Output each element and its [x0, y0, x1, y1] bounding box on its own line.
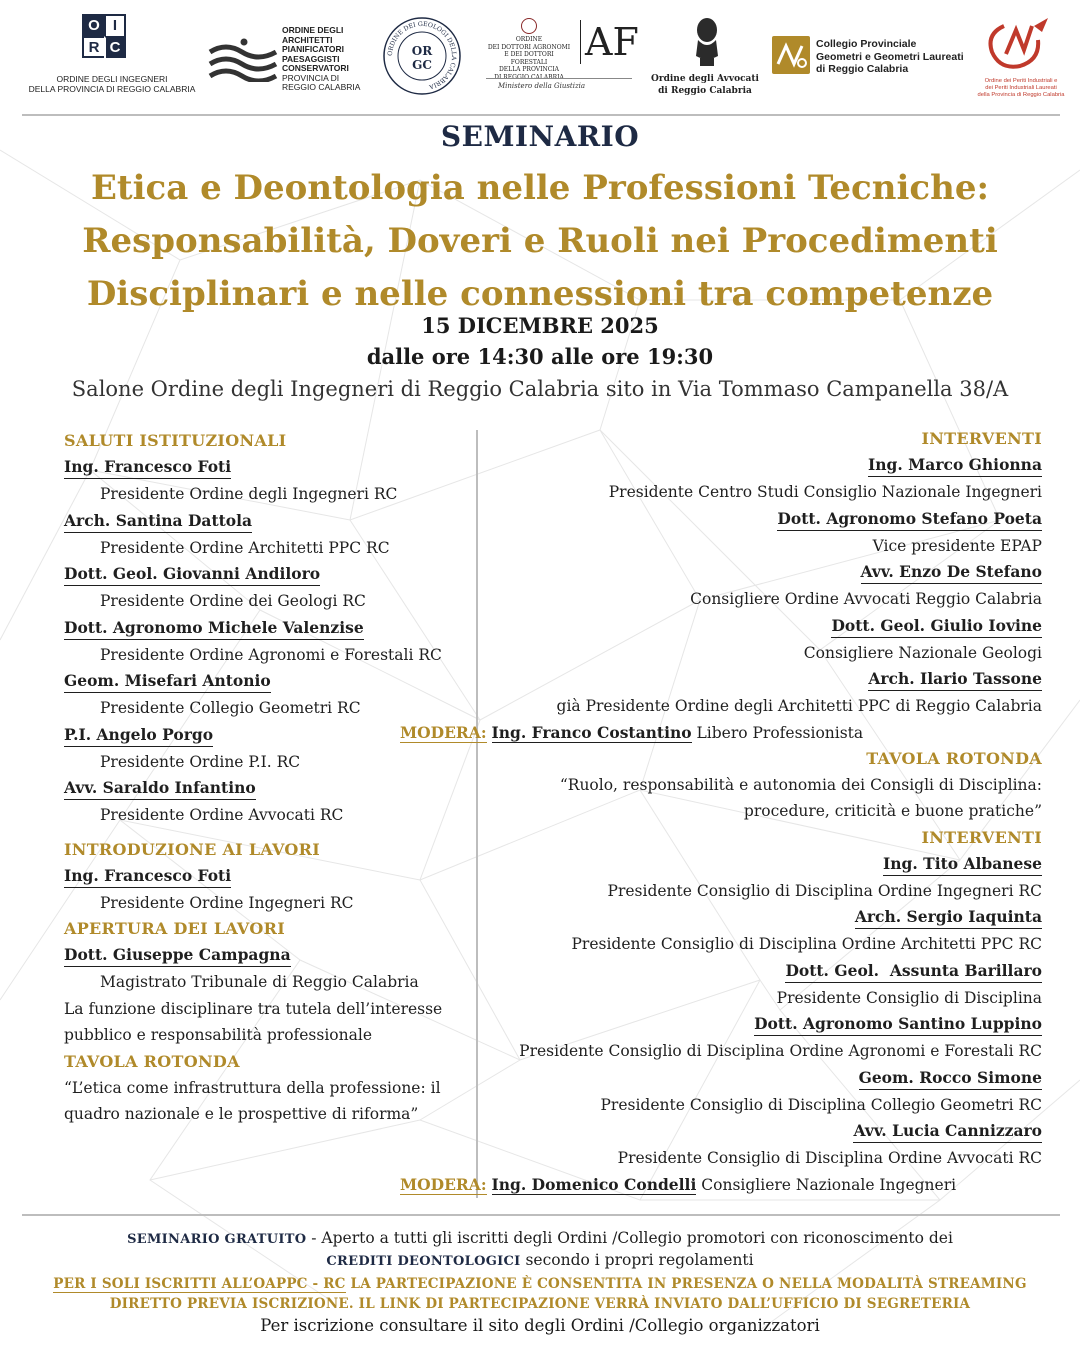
- speaker-name: Ing. Francesco Foti: [64, 865, 231, 888]
- periti-line: Ordine dei Periti Industriali e: [984, 78, 1058, 84]
- moderator-role: Libero Professionista: [691, 723, 864, 742]
- speaker-role: Consigliere Nazionale Geologi: [803, 643, 1042, 662]
- geometri-line: di Reggio Calabria: [816, 63, 909, 75]
- speaker-role: Presidente Consiglio di Disciplina Ordine Agronomi e Forestali RC: [519, 1042, 1042, 1060]
- speaker-name: Geom. Rocco Simone: [859, 1067, 1042, 1090]
- section-title-tavola-left: TAVOLA ROTONDA: [64, 1051, 240, 1071]
- footer-notice: [0, 1274, 1080, 1314]
- svg-text:ORDINE DEI GEOLOGI DELLA CALAB: ORDINE DEI GEOLOGI DELLA CALABRIA: [386, 20, 458, 91]
- ingegneri-mark-letter: O: [84, 16, 104, 36]
- avvocati-city: di Reggio Calabria: [658, 85, 752, 96]
- free-seminar-label: SEMINARIO GRATUITO: [127, 1232, 307, 1247]
- speaker-role: Presidente Centro Studi Consiglio Nazionale Ingegneri: [608, 483, 1042, 501]
- logo-strip: [20, 14, 1065, 106]
- agronomi-line: DELLA PROVINCIA: [498, 66, 559, 73]
- registration-info: Per iscrizione consultare il sito degli Ordini /Collegio organizzatori: [260, 1316, 820, 1335]
- speaker-role: Magistrato Tribunale di Reggio Calabria: [100, 973, 419, 991]
- speaker-name: Dott. Agronomo Santino Luppino: [754, 1013, 1042, 1036]
- section-title-saluti: SALUTI ISTITUZIONALI: [64, 431, 287, 450]
- speaker-role: Presidente Ordine degli Ingegneri RC: [100, 485, 398, 503]
- speaker-name: Ing. Marco Ghionna: [868, 454, 1042, 477]
- moderator-name: Ing. Domenico Condelli: [491, 1174, 697, 1194]
- ingegneri-name: ORDINE DEGLI INGEGNERI: [56, 74, 168, 84]
- speaker-name: Dott. Geol. Giovanni Andiloro: [64, 563, 320, 586]
- speaker-role: Presidente Ordine Avvocati RC: [100, 806, 344, 824]
- avvocati-name: Ordine degli Avvocati: [651, 74, 759, 84]
- seminar-title: [0, 162, 1080, 321]
- svg-text:GC: GC: [412, 58, 432, 72]
- right-column: [400, 426, 1042, 1198]
- speaker-name: Dott. Agronomo Michele Valenzise: [64, 617, 364, 640]
- footer-line-2: [0, 1251, 1080, 1269]
- moderator-colon: :: [480, 1174, 487, 1194]
- moderator-label: MODERA: [400, 722, 481, 742]
- architetti-province: PROVINCIA DI: [282, 72, 340, 83]
- ingegneri-mark-letter: C: [104, 36, 124, 58]
- agronomi-ministry: Ministero della Giustizia: [498, 82, 586, 90]
- architetti-province: REGGIO CALABRIA: [282, 82, 361, 92]
- moderator-role: Consigliere Nazionale Ingegneri: [696, 1175, 957, 1194]
- footer-text: - Aperto a tutti gli iscritti degli Ordini /Collegio promotori con riconoscimento dei: [306, 1229, 953, 1247]
- speaker-role: Presidente Ordine Architetti PPC RC: [100, 538, 390, 557]
- speaker-role: Presidente Collegio Geometri RC: [100, 699, 361, 717]
- agronomi-af-mark: AF: [580, 20, 639, 64]
- speaker-name: Arch. Sergio Iaquinta: [855, 906, 1042, 929]
- footer-divider: [22, 1214, 1060, 1216]
- column-divider: [476, 430, 478, 1198]
- agronomi-line: DI REGGIO CALABRIA: [494, 73, 564, 81]
- credits-label: CREDITI DEONTOLOGICI: [326, 1254, 521, 1269]
- speaker-role: Presidente Ordine dei Geologi RC: [100, 592, 366, 610]
- architetti-wave-icon: [208, 38, 278, 82]
- speaker-role: Presidente Consiglio di Disciplina Ordine Avvocati RC: [617, 1149, 1042, 1167]
- header-divider: [22, 114, 1060, 116]
- speaker-name: Avv. Lucia Cannizzaro: [853, 1120, 1042, 1143]
- ingegneri-mark-letter: I: [104, 16, 124, 36]
- moderator-line-1: [400, 720, 1042, 746]
- quote-line: procedure, criticità e buone pratiche”: [743, 802, 1042, 820]
- event-time: dalle ore 14:30 alle ore 19:30: [366, 344, 714, 369]
- periti-line: della Provincia di Reggio Calabria: [977, 92, 1065, 98]
- speaker-name: Avv. Saraldo Infantino: [64, 777, 256, 800]
- section-title-interventi-1: INTERVENTI: [921, 429, 1042, 448]
- speaker-name: Dott. Agronomo Stefano Poeta: [777, 508, 1042, 531]
- speaker-name: Arch. Santina Dattola: [64, 510, 252, 533]
- speaker-role: Presidente Consiglio di Disciplina Collegio Geometri RC: [600, 1095, 1042, 1114]
- speaker-name: Geom. Misefari Antonio: [64, 670, 271, 693]
- svg-text:OR: OR: [411, 44, 433, 58]
- footer-text: DIRETTO PREVIA ISCRIZIONE. IL LINK DI PARTECIPAZIONE VERRÀ INVIATO DALL’UFFICIO DI SEGRETERIA: [109, 1296, 971, 1312]
- speaker-name: Arch. Ilario Tassone: [868, 668, 1042, 691]
- footer-text: LA PARTECIPAZIONE È CONSENTITA IN PRESENZA O NELLA MODALITÀ STREAMING: [345, 1276, 1027, 1292]
- speaker-name: Ing. Francesco Foti: [64, 456, 231, 479]
- geologi-seal-icon: [382, 16, 462, 96]
- speaker-role: Presidente Consiglio di Disciplina Ordine Architetti PPC RC: [571, 935, 1042, 953]
- section-title-tavola-right: TAVOLA ROTONDA: [866, 748, 1042, 768]
- speaker-role: Presidente Consiglio di Disciplina: [776, 988, 1042, 1007]
- speaker-role: Presidente Consiglio di Disciplina Ordine Ingegneri RC: [607, 881, 1042, 900]
- title-line: Disciplinari e nelle connessioni tra competenze: [86, 274, 994, 314]
- section-title-apertura: APERTURA DEI LAVORI: [64, 919, 285, 938]
- quote-line: “L’etica come infrastruttura della professione: il: [64, 1078, 441, 1097]
- event-date: 15 DICEMBRE 2025: [421, 313, 659, 338]
- moderator-colon: :: [480, 722, 487, 742]
- agronomi-line: DEI DOTTORI AGRONOMI: [487, 43, 571, 51]
- agronomi-line: ORDINE: [515, 36, 543, 43]
- geometri-line: Collegio Provinciale: [816, 38, 917, 50]
- moderator-line-2: [400, 1172, 1042, 1198]
- periti-swirl-icon: [982, 14, 1058, 76]
- footer-line-1: [0, 1229, 1080, 1247]
- speaker-role: Vice presidente EPAP: [872, 536, 1042, 555]
- speaker-role: già Presidente Ordine degli Architetti PPC di Reggio Calabria: [556, 697, 1042, 715]
- ingegneri-grid-mark: [82, 14, 126, 58]
- title-line: Etica e Deontologia nelle Professioni Tecniche:: [90, 168, 989, 208]
- event-venue: Salone Ordine degli Ingegneri di Reggio Calabria sito in Via Tommaso Campanella 38/A: [71, 377, 1009, 401]
- speaker-role: Consigliere Ordine Avvocati Reggio Calabria: [690, 590, 1042, 608]
- seminar-kicker: SEMINARIO: [440, 120, 640, 153]
- bust-icon: [692, 16, 722, 68]
- speaker-role: Presidente Ordine Agronomi e Forestali RC: [100, 645, 442, 664]
- left-column: [64, 428, 464, 1128]
- footer-text: secondo i propri regolamenti: [520, 1251, 754, 1269]
- ingegneri-mark-letter: R: [84, 36, 104, 58]
- title-line: Responsabilità, Doveri e Ruoli nei Procedimenti: [82, 221, 998, 261]
- topic-line: La funzione disciplinare tra tutela dell’interesse: [64, 999, 443, 1018]
- moderator-label: MODERA: [400, 1174, 481, 1194]
- ingegneri-province: DELLA PROVINCIA DI REGGIO CALABRIA: [28, 84, 196, 94]
- architetti-line: PAESAGGISTI: [282, 53, 340, 64]
- speaker-role: Presidente Ordine Ingegneri RC: [100, 893, 354, 912]
- architetti-line: PIANIFICATORI: [282, 44, 345, 54]
- republic-emblem-icon: [521, 18, 537, 34]
- agronomi-line: E DEI DOTTORI FORESTALI: [504, 51, 554, 66]
- quote-line: “Ruolo, responsabilità e autonomia dei Consigli di Disciplina:: [559, 775, 1042, 794]
- moderator-name: Ing. Franco Costantino: [491, 722, 692, 742]
- speaker-role: Presidente Ordine P.I. RC: [100, 752, 301, 771]
- geometri-line: Geometri e Geometri Laureati: [816, 50, 964, 63]
- architetti-line: CONSERVATORI: [282, 63, 349, 73]
- speaker-name: Avv. Enzo De Stefano: [861, 561, 1043, 584]
- speaker-name: Dott. Geol. Assunta Barillaro: [785, 960, 1042, 983]
- oappc-notice: PER I SOLI ISCRITTI ALL’OAPPC - RC: [53, 1276, 346, 1292]
- speaker-name: Dott. Geol. Giulio Iovine: [831, 615, 1042, 638]
- speaker-name: P.I. Angelo Porgo: [64, 724, 213, 747]
- quote-line: quadro nazionale e le prospettive di riforma”: [64, 1105, 419, 1123]
- architetti-line: ORDINE DEGLI: [282, 25, 344, 35]
- geometri-mark-icon: [772, 36, 810, 74]
- section-title-interventi-2: INTERVENTI: [921, 827, 1042, 847]
- speaker-name: Dott. Giuseppe Campagna: [64, 944, 291, 967]
- topic-line: pubblico e responsabilità professionale: [64, 1026, 372, 1044]
- periti-line: dei Periti Industriali Laureati: [985, 85, 1057, 91]
- ingegneri-logo: [24, 14, 200, 94]
- section-title-introduzione: INTRODUZIONE AI LAVORI: [64, 839, 320, 859]
- architetti-line: ARCHITETTI: [282, 34, 333, 45]
- speaker-name: Ing. Tito Albanese: [883, 853, 1042, 876]
